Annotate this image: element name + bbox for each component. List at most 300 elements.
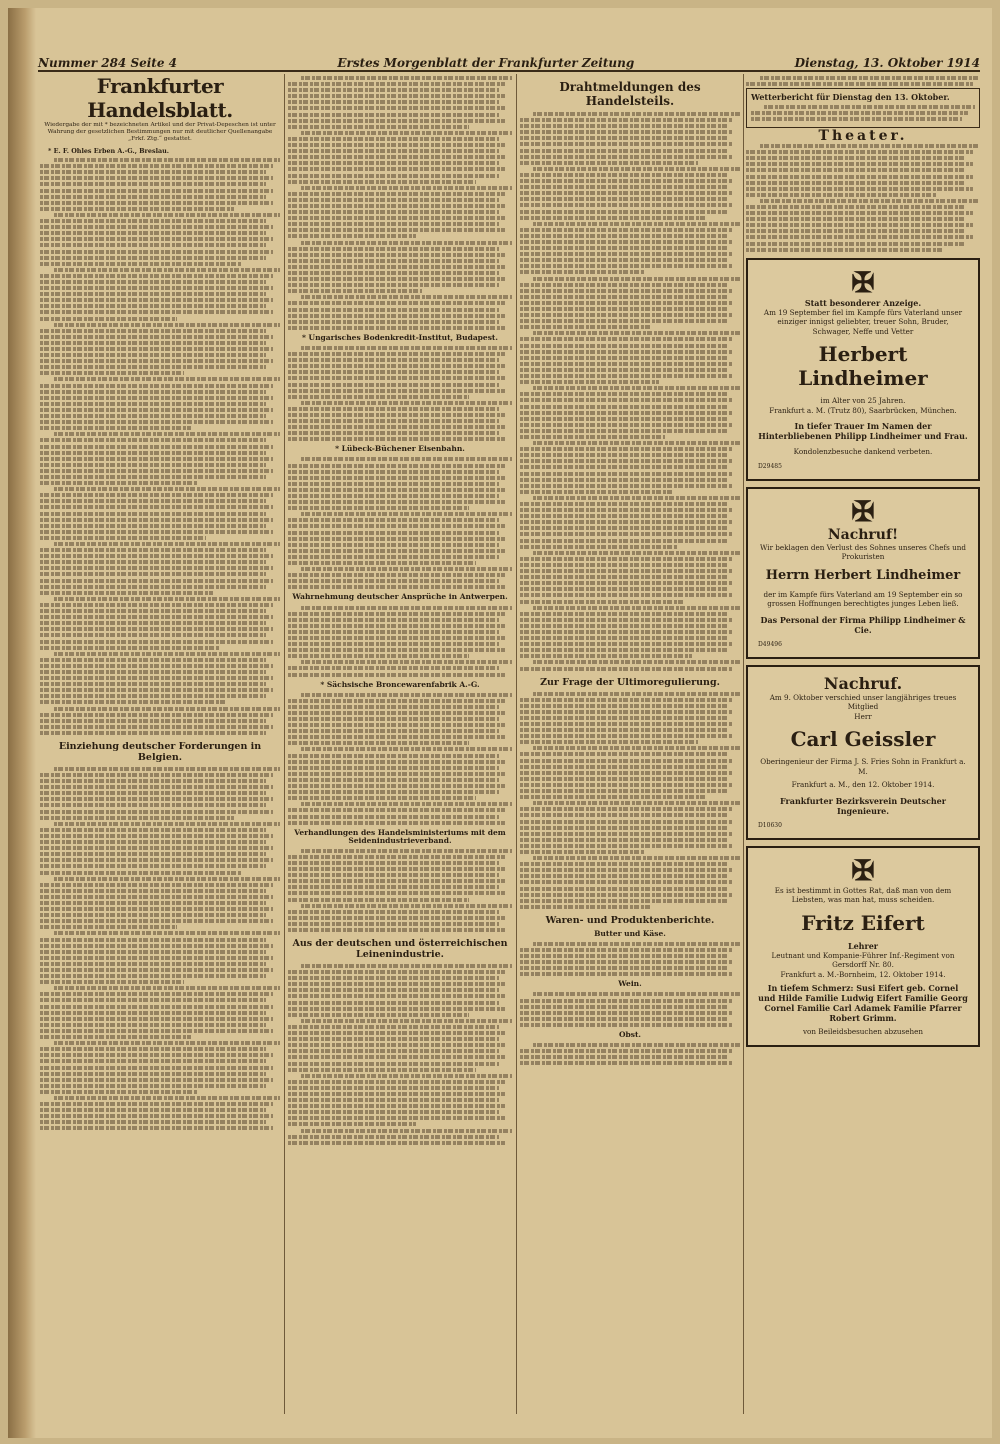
text-line — [520, 960, 733, 964]
text-line — [301, 346, 512, 350]
ad-text: Am 9. Oktober verschied unser langjähriges treues Mitglied — [769, 692, 957, 712]
text-line — [40, 907, 273, 911]
ad-signers: Das Personal der Firma Philipp Lindheimer & Cie. — [760, 614, 966, 635]
text-line — [40, 1108, 266, 1112]
text-line — [520, 350, 733, 354]
text-line — [40, 579, 273, 583]
text-line — [40, 913, 266, 917]
text-line — [520, 417, 727, 421]
text-line — [301, 606, 512, 610]
text-line — [40, 615, 273, 619]
text-line — [520, 465, 727, 469]
text-line — [40, 408, 273, 412]
text-line — [40, 512, 266, 516]
text-line — [301, 401, 512, 405]
text-line — [40, 1053, 273, 1057]
text-line — [40, 518, 273, 522]
text-line — [288, 879, 505, 883]
text-line — [288, 988, 499, 992]
text-line — [520, 179, 733, 183]
text-line — [520, 581, 733, 585]
text-line — [520, 1061, 733, 1065]
text-line — [40, 980, 184, 984]
text-line — [40, 176, 273, 180]
text-line — [40, 688, 273, 692]
text-line — [288, 476, 505, 480]
article-body — [288, 849, 512, 932]
text-line — [288, 383, 499, 387]
text-line — [54, 158, 280, 162]
text-line — [533, 1043, 740, 1047]
text-line — [764, 105, 975, 109]
text-line — [520, 142, 733, 146]
text-line — [40, 1011, 266, 1015]
text-line — [520, 246, 727, 250]
theater-title: Theater. — [818, 127, 908, 144]
ad-text: im Alter von 25 Jahren. — [820, 396, 906, 406]
ad-text: Frankfurt a. M.-Bornheim, 12. Oktober 1914. — [780, 969, 946, 979]
text-line — [288, 1055, 505, 1059]
text-line — [40, 1090, 198, 1094]
text-line — [288, 1062, 499, 1066]
text-line — [288, 253, 505, 257]
text-line — [40, 925, 177, 929]
text-line — [40, 1084, 266, 1088]
text-line — [288, 873, 499, 877]
text-line — [288, 1025, 499, 1029]
text-line — [746, 223, 973, 227]
text-line — [54, 1096, 280, 1100]
text-line — [288, 413, 505, 417]
text-line — [301, 964, 512, 968]
text-line — [288, 314, 505, 318]
text-line — [746, 181, 966, 185]
text-line — [288, 624, 505, 628]
text-line — [301, 241, 512, 245]
text-line — [40, 426, 191, 430]
deceased-name: Herbert Lindheimer — [798, 342, 928, 391]
text-line — [40, 566, 273, 570]
text-line — [40, 871, 242, 875]
text-line — [40, 225, 273, 229]
text-line — [520, 545, 678, 549]
deceased-name: Herrn Herbert Lindheimer — [765, 567, 961, 583]
text-line — [520, 948, 733, 952]
text-line — [288, 922, 499, 926]
text-line — [288, 531, 499, 535]
text-line — [520, 832, 733, 836]
text-line — [288, 867, 505, 871]
text-line — [40, 280, 266, 284]
text-line — [40, 359, 273, 363]
text-line — [40, 803, 266, 807]
text-line — [40, 1078, 273, 1082]
ad-text: Frankfurt a. M., den 12. Oktober 1914. — [791, 780, 935, 790]
text-line — [40, 810, 273, 814]
text-line — [40, 438, 266, 442]
text-line — [40, 530, 273, 534]
text-line — [288, 106, 505, 110]
text-line — [40, 840, 266, 844]
text-line — [288, 247, 499, 251]
text-line — [40, 609, 266, 613]
text-line — [288, 579, 499, 583]
article-body — [288, 693, 512, 825]
text-line — [40, 962, 266, 966]
text-line — [40, 640, 273, 644]
text-line — [520, 618, 733, 622]
text-line — [288, 1141, 505, 1145]
text-line — [40, 298, 273, 302]
text-line — [520, 197, 727, 201]
text-line — [288, 855, 505, 859]
text-line — [533, 167, 740, 171]
text-line — [288, 982, 505, 986]
text-line — [40, 335, 273, 339]
text-line — [40, 286, 273, 290]
text-line — [40, 170, 266, 174]
ad-text: der im Kampfe fürs Vaterland am 19 September ein so grossen Hoffnungen berechtigtes junges Leben ließ. — [763, 589, 963, 609]
deceased-name: Carl Geissler — [790, 727, 936, 752]
text-line — [40, 670, 266, 674]
weather-text — [751, 105, 975, 121]
text-line — [288, 711, 505, 715]
text-line — [533, 386, 740, 390]
text-line — [288, 389, 505, 393]
text-line — [520, 557, 733, 561]
text-line — [533, 942, 740, 946]
text-line — [288, 928, 505, 932]
text-line — [746, 162, 973, 166]
text-line — [54, 707, 280, 711]
text-line — [40, 603, 273, 607]
text-line — [520, 710, 733, 714]
text-line — [40, 992, 273, 996]
text-line — [288, 1031, 505, 1035]
text-line — [40, 950, 266, 954]
text-line — [40, 1047, 266, 1051]
text-line — [40, 974, 266, 978]
text-line — [288, 308, 499, 312]
text-line — [40, 633, 266, 637]
text-line — [520, 380, 659, 384]
text-line — [288, 94, 505, 98]
text-line — [520, 185, 727, 189]
text-line — [520, 270, 645, 274]
text-line — [40, 445, 273, 449]
page-header — [38, 48, 980, 72]
text-line — [520, 453, 727, 457]
text-line — [520, 459, 733, 463]
text-line — [40, 998, 266, 1002]
text-line — [40, 475, 266, 479]
text-line — [760, 76, 980, 80]
text-line — [288, 1104, 505, 1108]
text-line — [533, 692, 740, 696]
text-line — [288, 425, 505, 429]
text-line — [40, 304, 266, 308]
text-line — [520, 667, 733, 671]
text-line — [760, 144, 980, 148]
text-line — [288, 772, 505, 776]
text-line — [533, 331, 740, 335]
text-line — [288, 210, 499, 214]
text-line — [520, 734, 733, 738]
article-body — [288, 964, 512, 1145]
nachruf-geissler — [746, 665, 980, 840]
text-line — [520, 954, 727, 958]
text-line — [520, 368, 727, 372]
text-line — [520, 173, 727, 177]
text-line — [288, 910, 499, 914]
text-line — [40, 883, 273, 887]
text-line — [288, 778, 499, 782]
text-line — [288, 149, 499, 153]
text-line — [746, 217, 966, 221]
text-line — [520, 264, 733, 268]
text-line — [533, 660, 740, 664]
text-line — [288, 488, 505, 492]
ad-text: von Beileidsbesuchen abzusehen — [802, 1027, 924, 1037]
text-line — [520, 795, 705, 799]
text-line — [40, 791, 266, 795]
article-body — [288, 606, 512, 677]
text-line — [288, 1037, 499, 1041]
text-line — [520, 636, 727, 640]
text-line — [520, 514, 727, 518]
text-line — [520, 765, 727, 769]
text-line — [40, 195, 266, 199]
article-body — [288, 457, 512, 589]
text-line — [40, 694, 266, 698]
text-line — [520, 301, 733, 305]
text-line — [40, 371, 184, 375]
text-line — [40, 864, 266, 868]
text-line — [40, 1005, 273, 1009]
text-line — [40, 457, 273, 461]
text-line — [288, 808, 505, 812]
text-line — [288, 885, 499, 889]
text-line — [288, 760, 505, 764]
text-line — [288, 137, 499, 141]
text-line — [520, 704, 727, 708]
text-line — [54, 268, 280, 272]
article-body — [288, 76, 512, 330]
ad-text: Leutnant und Kompanie-Führer Inf.-Regiment von Gersdorff Nr. 80. — [771, 950, 955, 970]
text-line — [40, 353, 266, 357]
text-line — [40, 585, 266, 589]
text-line — [520, 850, 645, 854]
article-body — [520, 692, 740, 909]
text-line — [40, 164, 273, 168]
text-line — [301, 1129, 512, 1133]
text-line — [288, 174, 499, 178]
text-line — [520, 575, 727, 579]
text-line — [288, 976, 499, 980]
text-line — [40, 402, 266, 406]
text-line — [520, 423, 733, 427]
text-line — [520, 258, 727, 262]
text-line — [288, 821, 505, 825]
text-line — [288, 741, 469, 745]
text-line — [520, 1049, 733, 1053]
ad-code: D10630 — [758, 821, 782, 829]
text-line — [746, 193, 936, 197]
text-line — [40, 536, 206, 540]
text-line — [40, 499, 266, 503]
text-line — [40, 797, 273, 801]
text-line — [288, 143, 505, 147]
text-line — [533, 222, 740, 226]
text-line — [520, 411, 733, 415]
text-line — [520, 777, 727, 781]
text-line — [40, 621, 266, 625]
text-line — [54, 597, 280, 601]
reprint-note: Wiedergabe der mit * bezeichneten Artikel und der Privat-Depeschen ist unter Wahrung der gesetzlichen Bestimmungen nur mit deutlicher Quellenangabe „Frkf. Ztg.“ gestattet. — [44, 122, 276, 142]
text-line — [40, 463, 266, 467]
text-line — [288, 666, 499, 670]
text-line — [288, 1001, 499, 1005]
text-line — [40, 968, 273, 972]
text-line — [520, 624, 727, 628]
text-line — [520, 759, 733, 763]
text-line — [301, 131, 512, 135]
text-line — [301, 512, 512, 516]
text-line — [288, 994, 505, 998]
theater-listings — [746, 144, 980, 252]
text-line — [40, 384, 273, 388]
text-line — [54, 377, 280, 381]
text-line — [40, 1029, 273, 1033]
text-line — [746, 205, 966, 209]
text-line — [40, 256, 266, 260]
page-number: Nummer 284 Seite 4 — [38, 56, 178, 70]
article-heading: Butter und Käse. — [594, 928, 666, 938]
text-line — [288, 754, 499, 758]
text-line — [40, 341, 266, 345]
text-line — [533, 551, 740, 555]
text-line — [288, 259, 499, 263]
text-line — [288, 198, 499, 202]
text-line — [520, 283, 727, 287]
text-line — [746, 156, 966, 160]
article-heading: Wein. — [618, 979, 642, 989]
ad-text: Oberingenieur der Firma J. S. Fries Sohn in Frankfurt a. M. — [760, 757, 966, 776]
text-line — [288, 222, 499, 226]
text-line — [40, 956, 273, 960]
text-line — [40, 274, 273, 278]
text-line — [520, 149, 727, 153]
text-line — [288, 654, 469, 658]
text-line — [288, 482, 499, 486]
text-line — [40, 396, 273, 400]
text-line — [40, 451, 266, 455]
text-line — [746, 168, 966, 172]
text-line — [520, 887, 727, 891]
text-line — [288, 395, 469, 399]
text-line — [746, 229, 966, 233]
text-line — [40, 420, 273, 424]
text-line — [40, 250, 273, 254]
text-line — [40, 554, 273, 558]
text-line — [288, 618, 499, 622]
text-line — [520, 289, 733, 293]
text-line — [288, 705, 499, 709]
text-line — [54, 652, 280, 656]
iron-cross-icon: ✠ — [851, 853, 875, 887]
text-line — [40, 591, 213, 595]
text-line — [520, 893, 733, 897]
text-line — [40, 1126, 273, 1130]
text-line — [520, 612, 727, 616]
text-line — [520, 319, 727, 323]
text-line — [40, 919, 273, 923]
article-heading: Wahrnehmung deutscher Ansprüche in Antwerpen. — [292, 592, 508, 602]
text-line — [520, 240, 733, 244]
ad-heading: Statt besonderer Anzeige. — [804, 297, 922, 308]
text-line — [520, 783, 733, 787]
text-line — [40, 944, 273, 948]
text-line — [288, 431, 499, 435]
text-line — [520, 813, 727, 817]
column-rule — [743, 74, 744, 1414]
text-line — [520, 435, 665, 439]
text-line — [520, 532, 733, 536]
text-line — [520, 234, 727, 238]
text-line — [746, 82, 973, 86]
text-line — [40, 785, 273, 789]
text-line — [301, 1019, 512, 1023]
text-line — [520, 722, 733, 726]
text-line — [40, 846, 273, 850]
text-line — [520, 999, 733, 1003]
text-line — [520, 1017, 727, 1021]
text-line — [288, 1080, 505, 1084]
text-line — [40, 201, 273, 205]
text-line — [520, 447, 733, 451]
text-line — [520, 252, 733, 256]
text-line — [288, 1049, 499, 1053]
text-line — [520, 740, 698, 744]
text-line — [520, 392, 727, 396]
text-line — [301, 904, 512, 908]
text-line — [288, 216, 505, 220]
text-line — [40, 505, 273, 509]
text-line — [54, 1041, 280, 1045]
text-line — [288, 364, 505, 368]
text-line — [288, 506, 469, 510]
text-line — [520, 405, 727, 409]
text-line — [54, 767, 280, 771]
text-line — [288, 735, 505, 739]
column-wire-reports — [520, 74, 740, 1414]
nachruf-lindheimer — [746, 487, 980, 659]
text-line — [288, 88, 499, 92]
text-line — [40, 390, 266, 394]
text-line — [746, 248, 943, 252]
text-line — [40, 182, 266, 186]
text-line — [54, 931, 280, 935]
text-line — [751, 111, 968, 115]
text-line — [520, 478, 727, 482]
text-line — [520, 789, 727, 793]
text-line — [40, 828, 266, 832]
text-line — [520, 1005, 727, 1009]
text-line — [520, 307, 727, 311]
article-body — [746, 76, 980, 86]
text-line — [288, 518, 499, 522]
text-line — [40, 292, 266, 296]
